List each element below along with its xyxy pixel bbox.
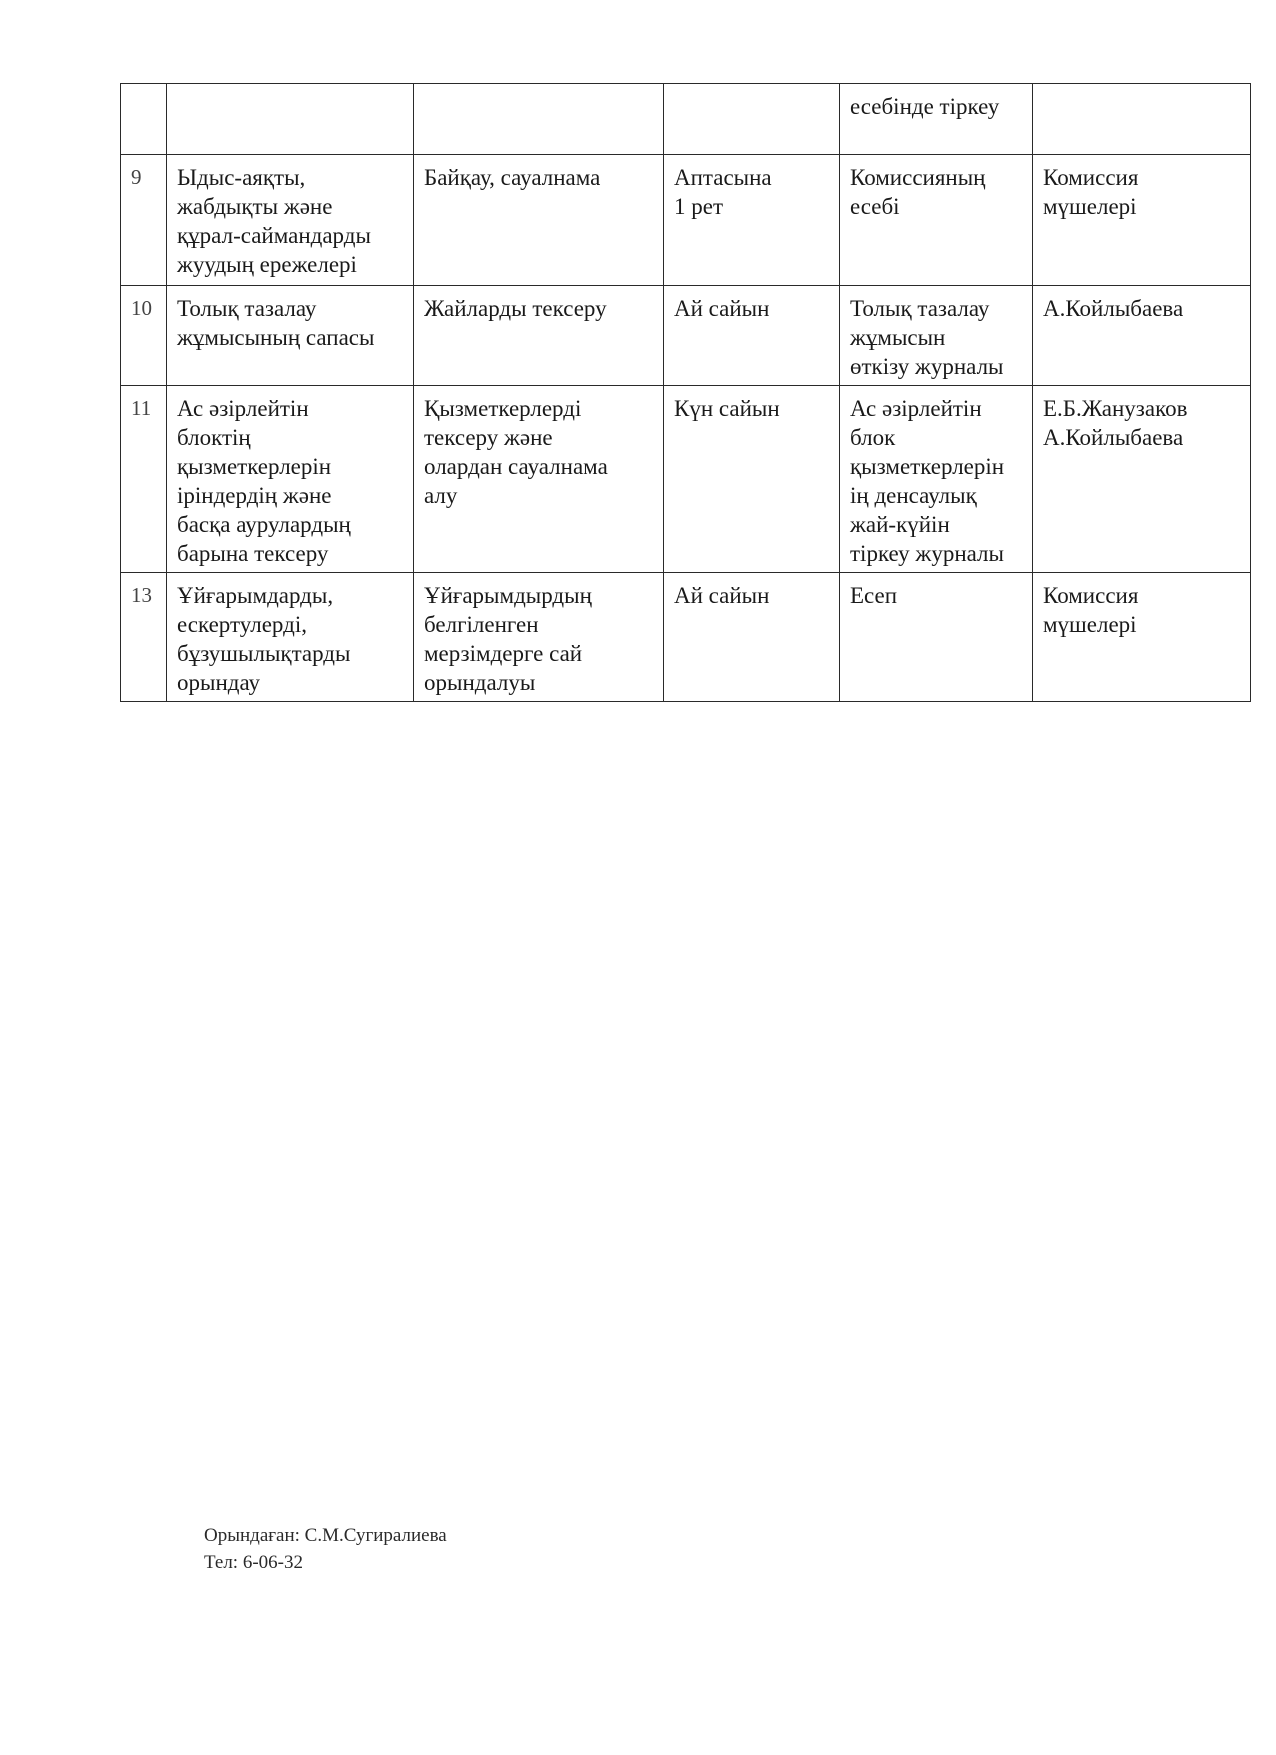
table-row — [121, 155, 1251, 286]
table-row — [121, 286, 1251, 386]
subject-cell: Ыдыс-аяқты, жабдықты және құрал-саймандарды жуудың ережелері — [167, 155, 414, 286]
period-cell: Ай сайын — [664, 286, 840, 386]
executor-phone: Тел: 6-06-32 — [204, 1552, 303, 1573]
responsible-cell — [1033, 84, 1251, 155]
document-cell: есебінде тіркеу — [840, 84, 1033, 155]
executor-name: Орындаған: С.М.Сугиралиева — [204, 1525, 447, 1546]
responsible-cell: Комиссия мүшелері — [1033, 573, 1251, 702]
method-cell: Ұйғарымдырдың белгіленген мерзімдерге сай орындалуы — [414, 573, 664, 702]
document-cell: Есеп — [840, 573, 1033, 702]
table-row — [121, 84, 1251, 155]
row-number-cell: 13 — [121, 573, 167, 702]
row-number-cell: 10 — [121, 286, 167, 386]
table-row — [121, 573, 1251, 702]
table-row — [121, 386, 1251, 573]
subject-cell: Ұйғарымдарды, ескертулерді, бұзушылықтарды орындау — [167, 573, 414, 702]
subject-cell: Толық тазалау жұмысының сапасы — [167, 286, 414, 386]
row-number-cell: 11 — [121, 386, 167, 573]
responsible-cell: А.Койлыбаева — [1033, 286, 1251, 386]
subject-cell — [167, 84, 414, 155]
period-cell: Аптасына 1 рет — [664, 155, 840, 286]
row-number-cell: 9 — [121, 155, 167, 286]
method-cell — [414, 84, 664, 155]
row-number-cell — [121, 84, 167, 155]
responsible-cell: Комиссия мүшелері — [1033, 155, 1251, 286]
subject-cell: Ас әзірлейтін блоктің қызметкерлерін іріндердің және басқа аурулардың барына тексеру — [167, 386, 414, 573]
method-cell: Жайларды тексеру — [414, 286, 664, 386]
document-cell: Толық тазалау жұмысын өткізу журналы — [840, 286, 1033, 386]
responsible-cell: Е.Б.Жанузаков А.Койлыбаева — [1033, 386, 1251, 573]
document-cell: Ас әзірлейтін блок қызметкерлерін ің денсаулық жай-күйін тіркеу журналы — [840, 386, 1033, 573]
executor-footer — [204, 1522, 447, 1576]
period-cell: Күн сайын — [664, 386, 840, 573]
control-plan-table — [120, 83, 1251, 702]
method-cell: Байқау, сауалнама — [414, 155, 664, 286]
method-cell: Қызметкерлерді тексеру және олардан сауалнама алу — [414, 386, 664, 573]
document-cell: Комиссияның есебі — [840, 155, 1033, 286]
period-cell — [664, 84, 840, 155]
period-cell: Ай сайын — [664, 573, 840, 702]
